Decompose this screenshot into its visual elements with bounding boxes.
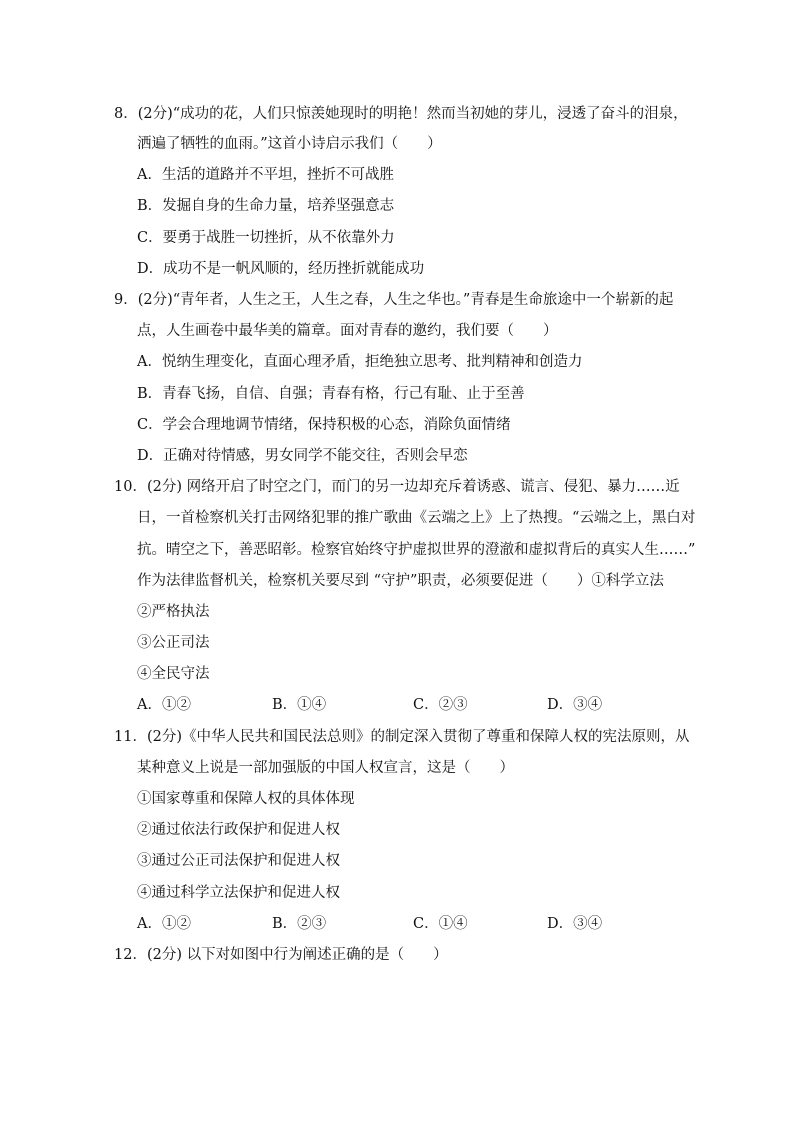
q8-option-a: A．生活的道路并不平坦，挫折不可战胜 [137, 167, 394, 183]
q11-choice-a: A．①② [137, 916, 191, 932]
q10-stem-line3: 抗。晴空之下，善恶昭彰。检察官始终守护虚拟世界的澄澈和虚拟背后的真实人生……” [137, 542, 696, 558]
q10-choice-c: C．②③ [413, 697, 468, 713]
q12-stem-line1: 12．(2分) 以下对如图中行为阐述正确的是（ ） [114, 947, 448, 963]
q9-option-b: B．青春飞扬，自信、自强；青春有格，行己有耻、止于至善 [137, 386, 525, 402]
q11-item-3: ③通过公正司法保护和促进人权 [137, 853, 340, 869]
q8-option-b: B．发掘自身的生命力量，培养坚强意志 [137, 198, 395, 214]
q8-stem-line2: 洒遍了牺牲的血雨。”这首小诗启示我们（ ） [137, 136, 442, 152]
q11-item-4: ④通过科学立法保护和促进人权 [137, 885, 340, 901]
q10-item-4: ④全民守法 [137, 666, 210, 682]
q11-choices [137, 914, 697, 934]
q9-stem-line2: 点，人生画卷中最华美的篇章。面对青春的邀约，我们要（ ） [137, 323, 558, 339]
q8-stem-line1: 8．(2分)“成功的花，人们只惊羡她现时的明艳！然而当初她的芽儿，浸透了奋斗的泪泉， [114, 106, 688, 122]
q11-choice-d: D．③④ [547, 916, 603, 932]
q9-option-d: D．正确对待情感，男女同学不能交往，否则会早恋 [137, 448, 468, 464]
q11-stem-line2: 某种意义上说是一部加强版的中国人权宣言，这是（ ） [137, 760, 514, 776]
q10-choices [137, 695, 697, 715]
q10-choice-a: A．①② [137, 697, 191, 713]
q10-choice-d: D．③④ [547, 697, 603, 713]
q10-stem-line4: 作为法律监督机关，检察机关要尽到 “守护”职责，必须要促进（ ）①科学立法 [137, 573, 664, 589]
q8-option-c: C．要勇于战胜一切挫折，从不依靠外力 [137, 230, 395, 246]
q11-choice-b: B．②③ [272, 916, 327, 932]
q11-item-2: ②通过依法行政保护和促进人权 [137, 822, 340, 838]
q11-stem-line1: 11．(2分)《中华人民共和国民法总则》的制定深入贯彻了尊重和保障人权的宪法原则，从 [114, 729, 690, 745]
q9-stem-line1: 9．(2分)“青年者，人生之王，人生之春，人生之华也。”青春是生命旅途中一个崭新的起 [114, 292, 674, 308]
q11-choice-c: C．①④ [413, 916, 468, 932]
q9-option-c: C．学会合理地调节情绪，保持积极的心态，消除负面情绪 [137, 417, 511, 433]
q10-item-2: ②严格执法 [137, 604, 210, 620]
q8-option-d: D．成功不是一帆风顺的，经历挫折就能成功 [137, 261, 425, 277]
q10-stem-line2: 日，一首检察机关打击网络犯罪的推广歌曲《云端之上》上了热搜。“云端之上，黑白对 [137, 510, 696, 526]
q9-option-a: A．悦纳生理变化，直面心理矛盾，拒绝独立思考、批判精神和创造力 [137, 354, 583, 370]
q10-stem-line1: 10．(2分) 网络开启了时空之门，而门的另一边却充斥着诱惑、谎言、侵犯、暴力……近 [114, 479, 680, 495]
q10-item-3: ③公正司法 [137, 635, 210, 651]
q10-choice-b: B．①④ [272, 697, 327, 713]
q11-item-1: ①国家尊重和保障人权的具体体现 [137, 791, 355, 807]
